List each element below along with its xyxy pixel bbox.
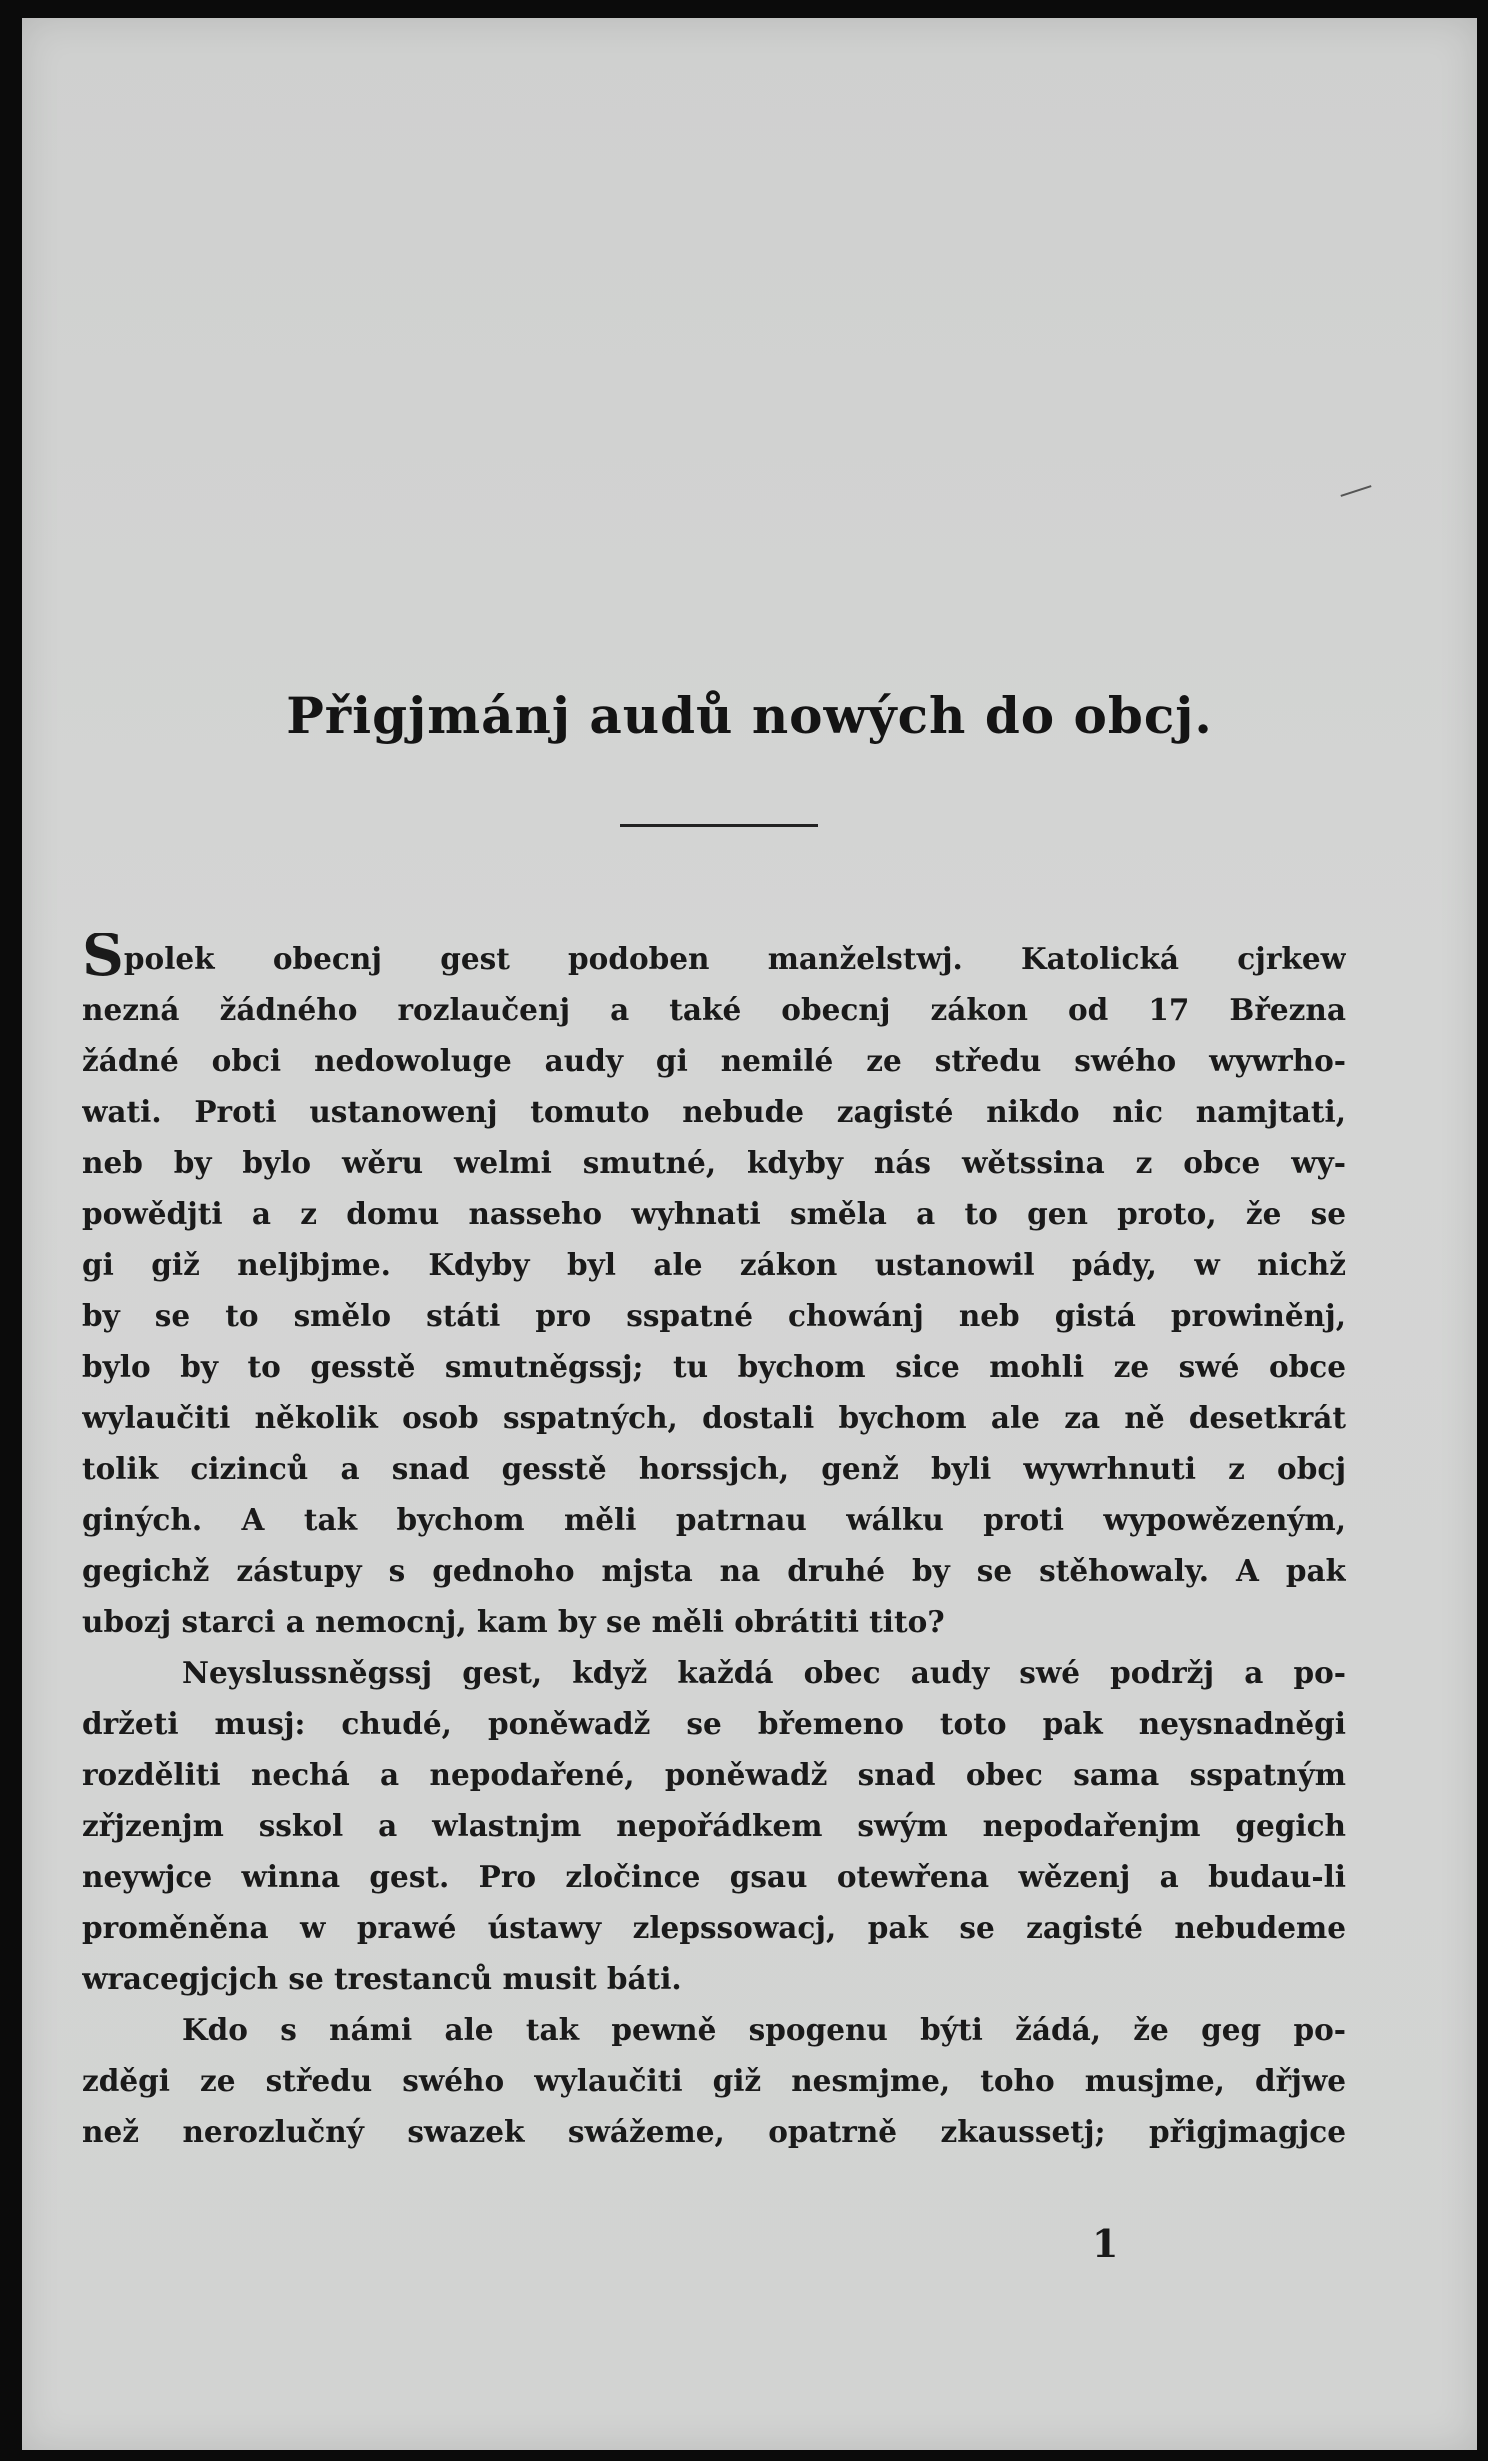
text-line bbox=[82, 1188, 1346, 1239]
text-line bbox=[82, 984, 1346, 1035]
line-text: tolik cizinců a snad gesstě horssjch, genž byli wywrhnuti z obcj bbox=[82, 1451, 1346, 1486]
text-line bbox=[82, 1800, 1346, 1851]
line-text: neywjce winna gest. Pro zločince gsau otewřena wězenj a budau-li bbox=[82, 1859, 1346, 1894]
text-line bbox=[82, 1392, 1346, 1443]
text-line bbox=[82, 1035, 1346, 1086]
line-text: by se to smělo státi pro sspatné chowánj neb gistá prowiněnj, bbox=[82, 1298, 1346, 1333]
ink-mark bbox=[1340, 485, 1371, 497]
line-text: giných. A tak bychom měli patrnau wálku proti wypowězeným, bbox=[82, 1502, 1346, 1537]
line-text: než nerozlučný swazek swážeme, opatrně zkaussetj; přigjmagjce bbox=[82, 2114, 1346, 2149]
line-text: zřjzenjm sskol a wlastnjm nepořádkem swým nepodařenjm gegich bbox=[82, 1808, 1346, 1843]
line-text: zděgi ze středu swého wylaučiti giž nesmjme, toho musjme, dřjwe bbox=[82, 2063, 1346, 2098]
text-line bbox=[82, 2106, 1346, 2157]
line-text: proměněna w prawé ústawy zlepssowacj, pak se zagisté nebudeme bbox=[82, 1910, 1346, 1945]
line-text: žádné obci nedowoluge audy gi nemilé ze středu swého wywrho- bbox=[82, 1043, 1346, 1078]
page-title: Přigjmánj audů nowých do obcj. bbox=[286, 686, 1213, 745]
line-text: gegichž zástupy s gednoho mjsta na druhé by se stěhowaly. A pak bbox=[82, 1553, 1346, 1588]
text-line bbox=[82, 1341, 1346, 1392]
text-line bbox=[82, 1647, 1346, 1698]
line-text: neb by bylo wěru welmi smutné, kdyby nás wětssina z obce wy- bbox=[82, 1145, 1346, 1180]
line-text: Neyslussněgssj gest, když každá obec audy swé podržj a po- bbox=[182, 1655, 1346, 1690]
line-text: bylo by to gesstě smutněgssj; tu bychom sice mohli ze swé obce bbox=[82, 1349, 1346, 1384]
document-page bbox=[22, 18, 1477, 2450]
text-line bbox=[82, 1290, 1346, 1341]
text-line bbox=[82, 1137, 1346, 1188]
text-line bbox=[82, 1494, 1346, 1545]
line-text: polek obecnj gest podoben manželstwj. Katolická cjrkew bbox=[123, 941, 1346, 976]
body-text bbox=[82, 933, 1346, 2157]
text-line bbox=[82, 1239, 1346, 1290]
line-text: powědjti a z domu nasseho wyhnati směla a to gen proto, že se bbox=[82, 1196, 1346, 1231]
line-text: rozděliti nechá a nepodařené, poněwadž snad obec sama sspatným bbox=[82, 1757, 1346, 1792]
text-line bbox=[82, 1902, 1346, 1953]
text-line bbox=[82, 933, 1346, 984]
text-line bbox=[82, 1749, 1346, 1800]
line-text: nezná žádného rozlaučenj a také obecnj zákon od 17 Března bbox=[82, 992, 1346, 1027]
line-text: držeti musj: chudé, poněwadž se břemeno toto pak neysnadněgi bbox=[82, 1706, 1346, 1741]
text-line bbox=[82, 2055, 1346, 2106]
title-divider bbox=[620, 824, 818, 827]
line-text: ubozj starci a nemocnj, kam by se měli obrátiti tito? bbox=[82, 1604, 945, 1639]
line-text: wylaučiti několik osob sspatných, dostali bychom ale za ně desetkrát bbox=[82, 1400, 1346, 1435]
text-line bbox=[82, 1596, 1346, 1647]
text-line bbox=[82, 1086, 1346, 1137]
text-line bbox=[82, 1545, 1346, 1596]
text-line bbox=[82, 1698, 1346, 1749]
drop-cap: S bbox=[82, 933, 124, 984]
line-text: wati. Proti ustanowenj tomuto nebude zagisté nikdo nic namjtati, bbox=[82, 1094, 1346, 1129]
text-line bbox=[82, 1443, 1346, 1494]
line-text: Kdo s námi ale tak pewně spogenu býti žádá, že geg po- bbox=[182, 2012, 1346, 2047]
page-number: 1 bbox=[1092, 2221, 1119, 2266]
text-line bbox=[82, 1953, 1346, 2004]
text-line bbox=[82, 2004, 1346, 2055]
text-line bbox=[82, 1851, 1346, 1902]
line-text: gi giž neljbjme. Kdyby byl ale zákon ustanowil pády, w nichž bbox=[82, 1247, 1346, 1282]
line-text: wracegjcjch se trestanců musit báti. bbox=[82, 1961, 682, 1996]
